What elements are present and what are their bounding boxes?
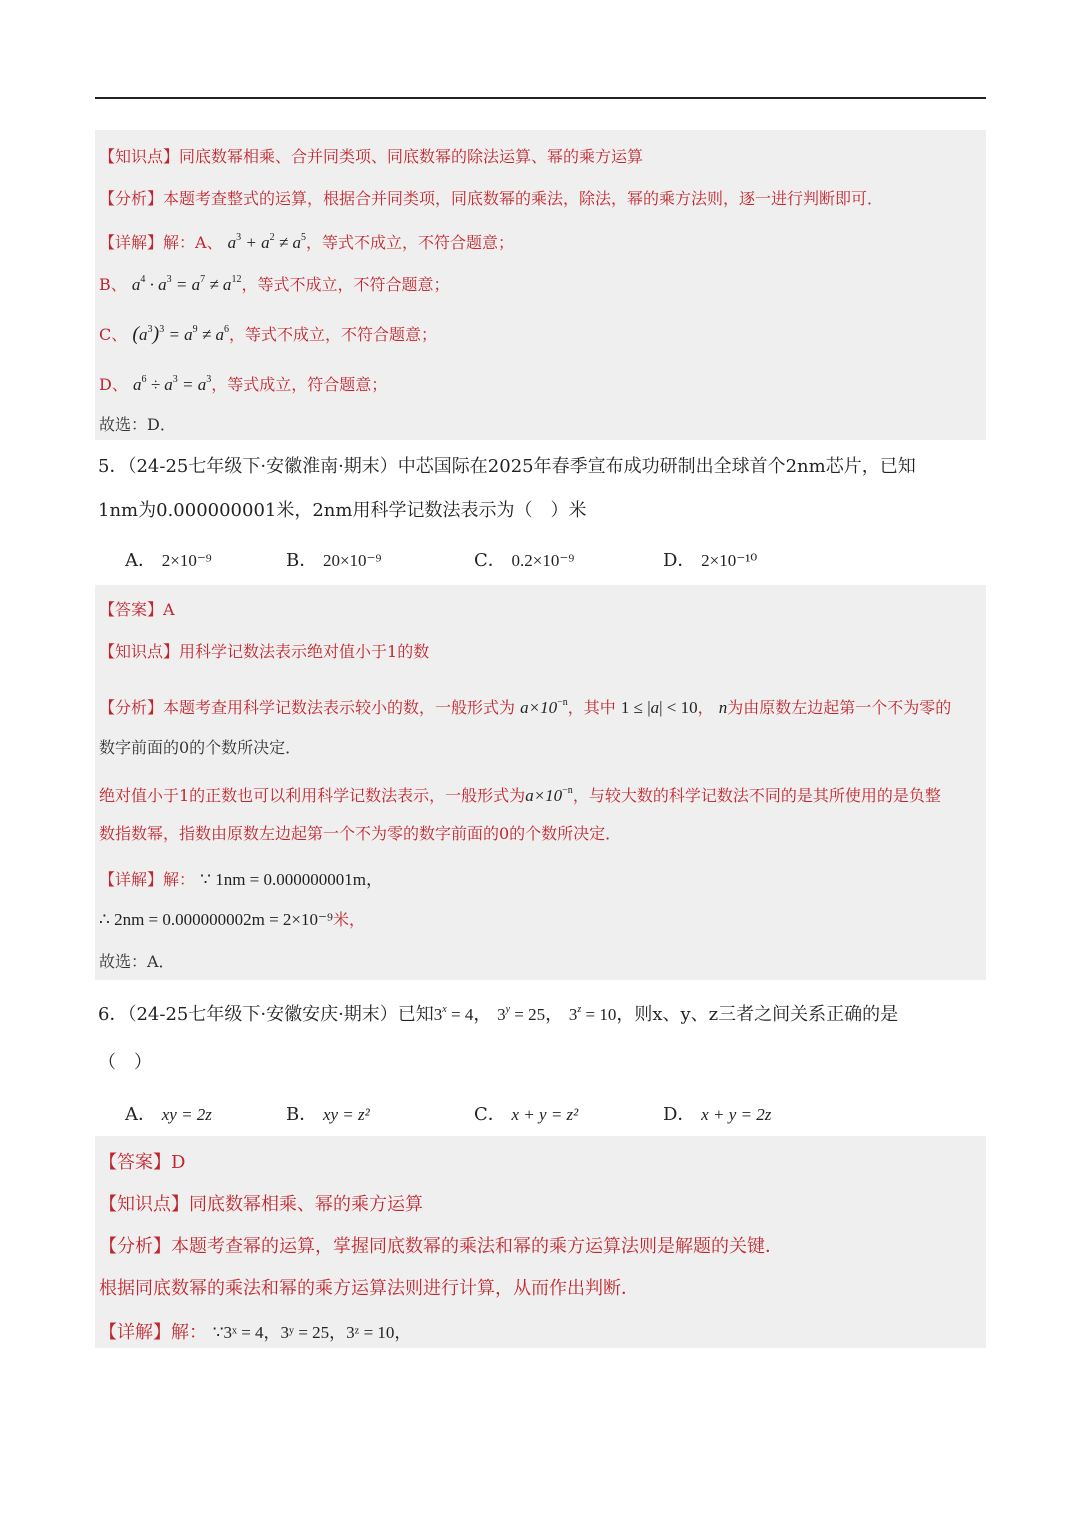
q6-option-a: A． xy = 2z xyxy=(125,1104,212,1125)
detail-line-d: D、 $a^6 \div a^3 = a^3$，等式成立，符合题意； xyxy=(99,374,388,394)
solution-panel-q6 xyxy=(95,1136,986,1348)
knowledge-line: 【知识点】同底数幂相乘、幂的乘方运算 xyxy=(99,1194,423,1215)
answer-line: 【答案】D xyxy=(99,1152,186,1173)
analysis-line-1: 【分析】本题考查用科学记数法表示较小的数，一般形式为 $a\times 10^{-n}$，其中 1 ≤ |a| < 10， n为由原数左边起第一个不为零的 xyxy=(99,697,952,717)
choice-line: 故选：D． xyxy=(99,415,176,434)
formula-3x: $3^x = 4$ xyxy=(433,1004,474,1024)
formula-b: $a^4 \cdot a^3 = a^7 \ne a^{12}$ xyxy=(131,274,242,294)
q5-option-a: A． 2×10⁻⁹ xyxy=(125,550,212,571)
formula-range: 1 ≤ |a| < 10 xyxy=(620,698,698,717)
note-line: 根据同底数幂的乘法和幂的乘方运算法则进行计算，从而作出判断． xyxy=(99,1278,639,1299)
question-6-line-1: 6．（24-25七年级下·安徽安庆·期末）已知$3^x = 4$， $3^y = 25$， $3^z = 10$，则x、y、z三者之间关系正确的是 xyxy=(98,1004,899,1025)
formula-general-form: $a\times 10^{-n}$ xyxy=(520,697,568,717)
q5-option-c: C． 0.2×10⁻⁹ xyxy=(474,550,575,571)
q6-option-c: C． x + y = z² xyxy=(474,1104,579,1125)
q5-option-d: D． 2×10⁻¹⁰ xyxy=(663,550,758,571)
question-5-line-1: 5．（24-25七年级下·安徽淮南·期末）中芯国际在2025年春季宣布成功研制出全球首个2nm芯片，已知 xyxy=(98,456,916,477)
detail-line: 【详解】解： ∵3ˣ = 4，3ʸ = 25，3ᶻ = 10， xyxy=(99,1322,412,1343)
q6-option-d: D． x + y = 2z xyxy=(663,1104,772,1125)
note-line-2: 数指数幂，指数由原数左边起第一个不为零的数字前面的0的个数所决定． xyxy=(99,824,622,843)
formula-a: $a^3 + a^2 \ne a^5$ xyxy=(227,232,306,252)
detail-line-b: B、 $a^4 \cdot a^3 = a^7 \ne a^{12}$，等式不成立，不符合题意； xyxy=(99,274,450,294)
choice-line: 故选：A． xyxy=(99,952,175,971)
formula-general-form-2: $a\times 10^{-n}$ xyxy=(525,785,573,805)
knowledge-line: 【知识点】同底数幂相乘、合并同类项、同底数幂的除法运算、幂的乘方运算 xyxy=(99,147,644,166)
detail-line-c: C、 $(a^3)^3 = a^9 \ne a^6$，等式不成立，不符合题意； xyxy=(99,323,438,345)
analysis-line-2: 数字前面的0的个数所决定． xyxy=(99,738,302,757)
detail-line-2: ∴ 2nm = 0.000000002m = 2×10⁻⁹米， xyxy=(99,910,365,929)
analysis-line: 【分析】本题考查整式的运算，根据合并同类项，同底数幂的乘法，除法，幂的乘方法则，逐一进行判断即可． xyxy=(99,189,884,208)
detail-line-1: 【详解】解： ∵ 1nm = 0.000000001m， xyxy=(99,870,383,889)
knowledge-line: 【知识点】用科学记数法表示绝对值小于1的数 xyxy=(99,642,430,661)
formula-3z: $3^z = 10$ xyxy=(568,1004,617,1024)
formula-c: $(a^3)^3 = a^9 \ne a^6$ xyxy=(132,323,230,345)
detail-line-a: 【详解】解：A、 $a^3 + a^2 \ne a^5$，等式不成立，不符合题意； xyxy=(99,232,515,252)
analysis-line: 【分析】本题考查幂的运算，掌握同底数幂的乘法和幂的乘方运算法则是解题的关键． xyxy=(99,1236,783,1257)
q6-option-b: B． xy = z² xyxy=(286,1104,370,1125)
formula-d: $a^6 \div a^3 = a^3$ xyxy=(132,374,212,394)
question-6-line-2: （ ） xyxy=(98,1052,152,1073)
question-5-line-2: 1nm为0.000000001米，2nm用科学记数法表示为（ ）米 xyxy=(98,500,587,521)
formula-n: n xyxy=(718,698,728,717)
q5-option-b: B． 20×10⁻⁹ xyxy=(286,550,382,571)
solution-panel-q5 xyxy=(95,585,986,980)
formula-3y: $3^y = 25$ xyxy=(497,1004,546,1024)
solution-panel-q4 xyxy=(95,130,986,440)
note-line-1: 绝对值小于1的正数也可以利用科学记数法表示，一般形式为$a\times 10^{-n}$，与较大数的科学记数法不同的是其所使用的是负整 xyxy=(99,785,941,805)
answer-line: 【答案】A xyxy=(99,600,175,619)
header-rule xyxy=(95,97,986,99)
